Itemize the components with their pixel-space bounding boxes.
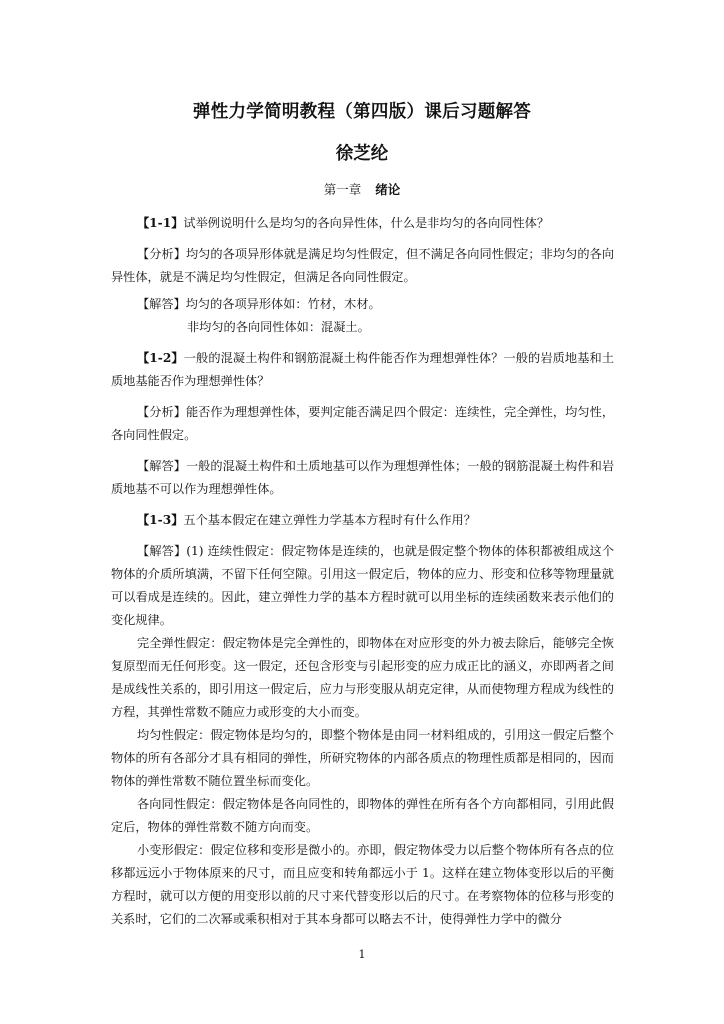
question-label: 【1-1】 (137, 216, 184, 230)
chapter-heading (0, 180, 724, 198)
answer-1-2 (111, 455, 614, 501)
page-number: 1 (358, 948, 366, 961)
analysis-label: 【分析】 (137, 405, 186, 419)
analysis-label: 【分析】 (137, 247, 186, 261)
answer-1-3-para4: 各向同性假定：假定物体是各向同性的，即物体的弹性在所有各个方向都相同，引用此假定后，物体的弹性常数不随方向而变。 (111, 797, 614, 834)
analysis-text: 能否作为理想弹性体，要判定能否满足四个假定：连续性，完全弹性，均匀性，各向同性假定。 (111, 405, 615, 442)
question-text: 一般的混凝土构件和钢筋混凝土构件能否作为理想弹性体？一般的岩质地基和土质地基能否作为理想弹性体？ (111, 351, 615, 388)
document-body (111, 212, 614, 931)
question-label: 【1-3】 (137, 513, 184, 527)
answer-text: 均匀的各项异形体如：竹材，木材。 (185, 297, 381, 311)
question-1-2 (111, 347, 614, 393)
question-text: 试举例说明什么是均匀的各向异性体，什么是非均匀的各向同性体？ (183, 216, 550, 230)
answer-1-3-para2: 完全弹性假定：假定物体是完全弹性的，即物体在对应形变的外力被去除后，能够完全恢复原型而无任何形变。这一假定，还包含形变与引起形变的应力成正比的涵义，亦即两者之间是成线性关系的，即引用这一假定后，应力与形变服从胡克定律，从而使物理方程成为线性的方程，其弹性常数不随应力或形变的大小而变。 (111, 636, 614, 719)
answer-label: 【解答】 (137, 544, 187, 558)
question-text: 五个基本假定在建立弹性力学基本方程时有什么作用？ (183, 513, 476, 527)
question-label: 【1-2】 (137, 351, 184, 365)
answer-text: (1) 连续性假定：假定物体是连续的，也就是假定整个物体的体积都被组成这个物体的介质所填满，不留下任何空隙。引用这一假定后，物体的应力、形变和位移等物理量就可以看成是连续的。因此，建立弹性力学的基本方程时就可以用坐标的连续函数来表示他们的变化规律。 (111, 544, 615, 627)
answer-1-3-para3: 均匀性假定：假定物体是均匀的，即整个物体是由同一材料组成的，引用这一假定后整个物体的所有各部分才具有相同的弹性，所研究物体的内部各质点的物理性质都是相同的，因而物体的弹性常数不随位置坐标而变化。 (111, 728, 614, 788)
chapter-number: 第一章 (323, 182, 362, 197)
document-title: 弹性力学简明教程（第四版）课后习题解答 (192, 102, 532, 122)
analysis-1-1 (111, 243, 614, 289)
answer-label: 【解答】 (137, 297, 186, 311)
question-1-3 (111, 509, 614, 532)
answer-text: 一般的混凝土构件和土质地基可以作为理想弹性体；一般的钢筋混凝土构件和岩质地基不可以作为理想弹性体。 (111, 459, 615, 496)
answer-label: 【解答】 (137, 459, 186, 473)
answer-1-3 (111, 540, 614, 632)
answer-1-1-line2: 非均匀的各向同性体如：混凝土。 (187, 320, 370, 334)
analysis-text: 均匀的各项异形体就是满足均匀性假定，但不满足各向同性假定；非均匀的各向异性体，就是不满足均匀性假定，但满足各向同性假定。 (111, 247, 615, 284)
answer-1-3-para5: 小变形假定：假定位移和变形是微小的。亦即，假定物体受力以后整个物体所有各点的位移都远远小于物体原来的尺寸，而且应变和转角都远小于 1。这样在建立物体变形以后的平衡方程时，就可以方便的用变形以前的尺寸来代替变形以后的尺寸。在考察物体的位移与形变的关系时，它们的二次幂或乘积相对于其本身都可以略去不计，使得弹性力学中的微分 (111, 843, 614, 926)
chapter-name: 绪论 (375, 182, 401, 197)
question-1-1 (111, 212, 614, 235)
analysis-1-2 (111, 401, 614, 447)
answer-1-1 (111, 293, 614, 316)
author-name: 徐芝纶 (335, 144, 389, 164)
